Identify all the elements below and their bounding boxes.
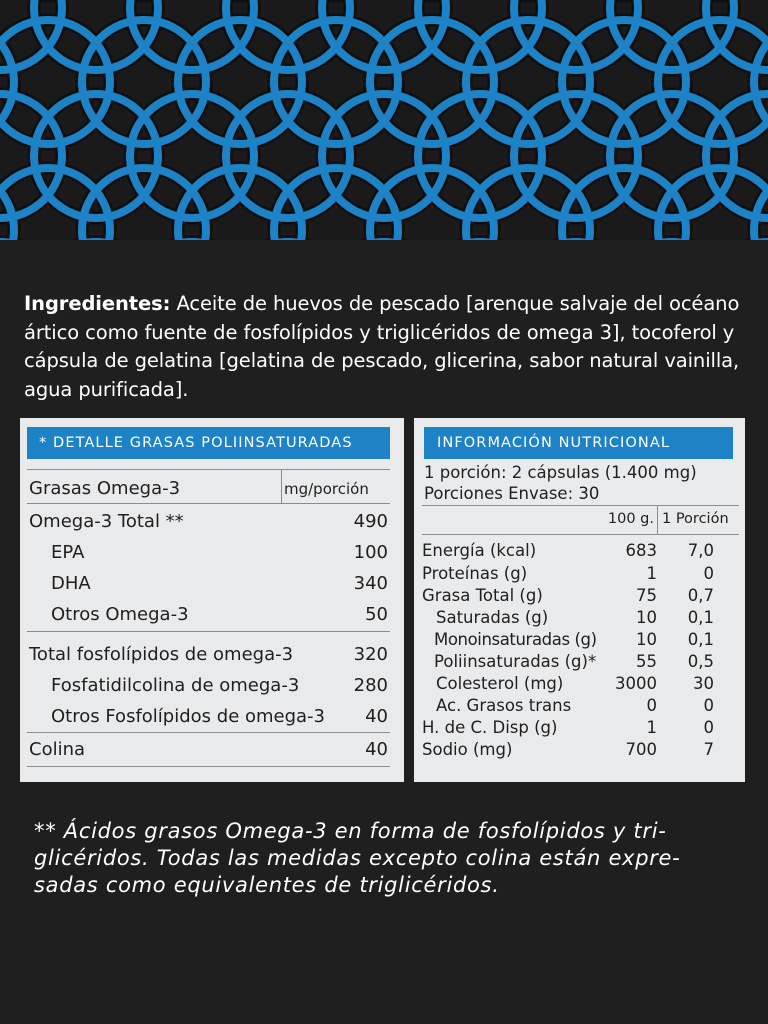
- nutrition-row-label: H. de C. Disp (g): [422, 718, 558, 737]
- fats-col-label: Grasas Omega-3: [29, 478, 181, 499]
- fats-row-label: Total fosfolípidos de omega-3: [29, 644, 294, 665]
- nutrition-row-per100: 0: [646, 696, 657, 715]
- nutrition-row-label: Energía (kcal): [422, 541, 537, 560]
- nutrition-row-label: Monoinsaturadas (g): [434, 630, 597, 649]
- divider: [27, 503, 390, 504]
- fats-row-label: DHA: [51, 573, 91, 594]
- ingredients-label: Ingredientes:: [24, 292, 171, 315]
- fats-row-label: Otros Fosfolípidos de omega-3: [51, 706, 326, 727]
- nutrition-row-label: Sodio (mg): [422, 740, 513, 759]
- footnote: [34, 818, 734, 899]
- nutrition-row-per100: 1: [646, 718, 657, 737]
- decorative-pattern-banner: [0, 0, 768, 240]
- divider: [27, 469, 390, 470]
- nutrition-row-per100: 55: [636, 652, 657, 671]
- col-100g: 100 g.: [607, 511, 654, 527]
- nutrition-row-per100: 700: [625, 740, 657, 759]
- nutrition-row-label: Proteínas (g): [422, 564, 528, 583]
- nutrition-row-label: Saturadas (g): [436, 608, 549, 627]
- nutrition-row-per100: 75: [636, 586, 657, 605]
- nutrition-row-per100: 10: [636, 608, 657, 627]
- divider: [281, 469, 282, 503]
- fats-row-value: 280: [353, 675, 388, 696]
- nutrition-row-per100: 10: [636, 630, 657, 649]
- nutrition-row-portion: 0: [703, 718, 714, 737]
- nutrition-row-portion: 0: [703, 564, 714, 583]
- nutrition-row-per100: 1: [646, 564, 657, 583]
- fats-row-label: Colina: [29, 739, 86, 760]
- fats-row-value: 340: [353, 573, 388, 594]
- divider: [657, 505, 658, 534]
- fats-row-value: 40: [365, 706, 388, 727]
- fats-col-unit: mg/porción: [284, 480, 369, 498]
- nutrition-row-label: Colesterol (mg): [436, 674, 564, 693]
- fats-row-value: 320: [353, 644, 388, 665]
- divider: [27, 766, 390, 767]
- fats-detail-panel: [20, 418, 404, 782]
- col-portion: 1 Porción: [662, 511, 729, 527]
- divider: [27, 732, 390, 733]
- fats-row-value: 40: [365, 739, 388, 760]
- divider: [422, 505, 739, 506]
- fats-row-label: Omega-3 Total **: [29, 511, 184, 532]
- divider: [27, 631, 390, 632]
- fats-row-value: 100: [353, 542, 388, 563]
- nutrition-row-portion: 0,7: [687, 586, 714, 605]
- fats-row-value: 490: [353, 511, 388, 532]
- nutrition-panel: [414, 418, 745, 782]
- nutrition-row-per100: 3000: [615, 674, 657, 693]
- footnote-line: glicéridos. Todas las medidas excepto colina están expre-: [34, 846, 681, 870]
- nutrition-row-portion: 0,1: [687, 630, 714, 649]
- fats-row-label: Fosfatidilcolina de omega-3: [51, 675, 300, 696]
- nutrition-row-portion: 0: [703, 696, 714, 715]
- fats-row-label: Otros Omega-3: [51, 604, 189, 625]
- nutrition-row-label: Grasa Total (g): [422, 586, 543, 605]
- nutrition-row-portion: 30: [693, 674, 714, 693]
- servings-per-container: Porciones Envase: 30: [424, 484, 600, 503]
- nutrition-row-label: Poliinsaturadas (g)*: [434, 652, 597, 671]
- nutrition-row-portion: 7: [703, 740, 714, 759]
- nutrition-row-label: Ac. Grasos trans: [436, 696, 572, 715]
- divider: [422, 534, 739, 535]
- footnote-line: sadas como equivalentes de triglicéridos.: [34, 873, 500, 897]
- serving-size: 1 porción: 2 cápsulas (1.400 mg): [424, 463, 697, 482]
- nutrition-row-portion: 0,1: [687, 608, 714, 627]
- footnote-line: ** Ácidos grasos Omega-3 en forma de fosfolípidos y tri-: [34, 819, 667, 843]
- nutrition-row-per100: 683: [625, 541, 657, 560]
- nutrition-row-portion: 0,5: [687, 652, 714, 671]
- ingredients-text: [24, 290, 748, 404]
- fats-detail-header: * DETALLE GRASAS POLIINSATURADAS: [27, 427, 390, 459]
- nutrition-header: INFORMACIÓN NUTRICIONAL: [424, 427, 733, 459]
- fats-row-value: 50: [365, 604, 388, 625]
- ingredients-body: Aceite de huevos de pescado [arenque salvaje del océano ártico como fuente de fosfolípidos y triglicéridos de omega 3], tocoferol y cápsula de gelatina [gelatina de pescado, glicerina, sabor natural vainilla, agua purificada].: [24, 292, 740, 401]
- fats-row-label: EPA: [51, 542, 85, 563]
- nutrition-row-portion: 7,0: [687, 541, 714, 560]
